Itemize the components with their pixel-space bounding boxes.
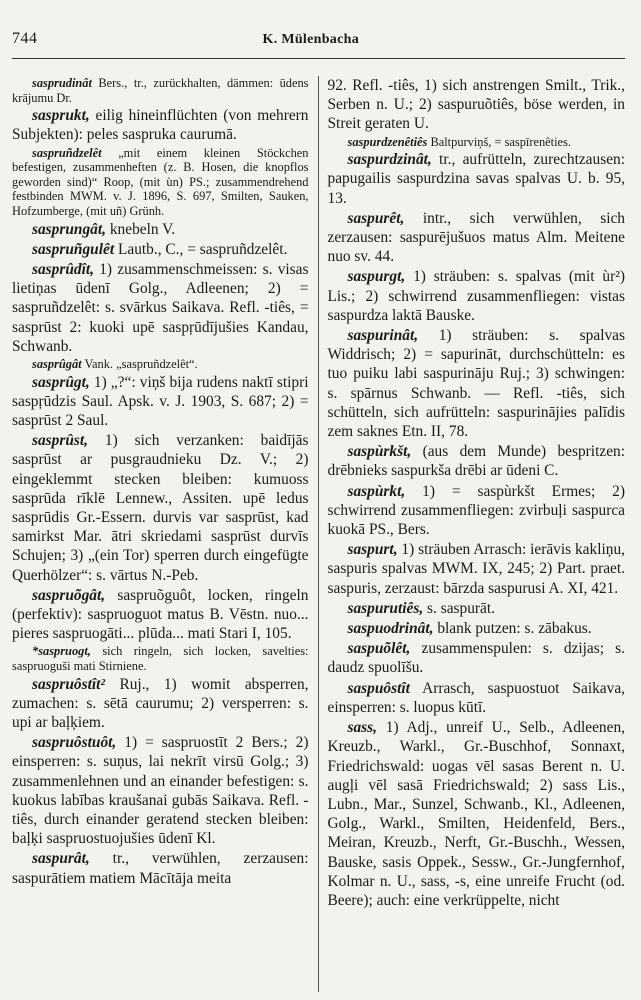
- entry-headword: sasprukt,: [32, 107, 90, 125]
- dictionary-entry: [328, 76, 626, 134]
- entry-headword: saspurutiês,: [347, 599, 424, 617]
- dictionary-entry: [12, 586, 309, 644]
- entry-headword: saspruñdzelêt: [32, 145, 102, 160]
- entry-headword: saspruôstuôt,: [32, 734, 117, 752]
- dictionary-entry: [12, 733, 309, 848]
- dictionary-entry: [12, 431, 309, 585]
- entry-text: Vank. „saspruñdzelêt“.: [81, 356, 198, 371]
- entry-text: Lautb., C., = saspruñdzelêt.: [114, 240, 288, 258]
- entry-text: tr., aufrütteln, zurechtzausen: papugailis saspurdzina savas spalvas U. b. 95, 13.: [327, 151, 625, 207]
- dictionary-entry: [328, 135, 626, 150]
- entry-text: Baltpurviņš, = saspīrenêties.: [427, 134, 571, 149]
- dictionary-entry: [328, 442, 626, 480]
- entry-text: (aus dem Munde) bespritzen: drēbnieks saspurkša drēbi ar ūdeni C.: [327, 443, 625, 480]
- dictionary-entry: [12, 373, 309, 431]
- dictionary-entry: [12, 220, 309, 239]
- dictionary-entry: [12, 644, 309, 673]
- entry-headword: saspruñgulêt: [32, 240, 115, 258]
- page-number: 744: [12, 30, 38, 47]
- entry-headword: sasprudinât: [32, 76, 92, 90]
- entry-headword: saspurêt,: [347, 209, 405, 227]
- entry-text: 1) sträuben: s. spalvas (mit ùr²) Lis.; 2) schwirrend zusammenfliegen: vistas saspurdza laktā Bauske.: [327, 268, 625, 324]
- dictionary-entry: [12, 357, 309, 372]
- dictionary-entry: [12, 675, 309, 733]
- entry-text: 1) Adj., unreif U., Selb., Adleenen, Kreuzb., Warkl., Gr.-Buschhof, Sonnaxt, Friedrichswald: uogas vēl sasas Berent n. U. augļi vēl sasā Friedrichswald; 2) sass Lis., Lubn., Mar., Sunzel, Schwanb., Kl., Adleenen, Golg., Warkl., Smilten, Heidenfeld, Bers., Meiran, Kreuzb., Nerft, Gr.-Buschh., Wessen, Bauske, sasis Oppek., Sessw., Gr.-Jungfernhof, Kolmar n. U., sass, -s, eine unreife Frucht (od. Beere); auch: eine verkrüppelte, nicht: [327, 719, 625, 909]
- entry-text: s. saspurāt.: [423, 599, 496, 617]
- entry-text: 1) zusammenschmeissen: s. visas lietiņas ūdenī Golg., Adleenen; 2) = saspruñdzelêt: s. svārkus Saikava. Refl. -tiês, = sasprūst 2: kuoki upē saspŗūdījušies Kandau, Schwanb.: [12, 260, 309, 355]
- entry-headword: sasprûst,: [32, 432, 89, 450]
- dictionary-entry: [328, 599, 626, 618]
- entry-headword: saspùrkšt,: [347, 443, 412, 461]
- entry-text: 92. Refl. -tiês, 1) sich anstrengen Smilt., Trik., Serben n. U.; 2) saspuruõtiês, böse werden, in Streit geraten U.: [327, 77, 625, 133]
- entry-headword: sasprûgt,: [32, 373, 90, 391]
- entry-headword: saspurdzenêtiês: [347, 134, 428, 149]
- dictionary-entry: [12, 106, 309, 144]
- entry-text: sich ringeln, sich locken, savelties: saspruoguši mati Stirniene.: [12, 644, 309, 674]
- entry-headword: saspruôstît²: [32, 675, 106, 693]
- entry-text: 1) „?“: viņš bija rudens naktī stipri saspŗūdzis Saul. Apsk. v. J. 1903, S. 687; 2) = sasprūst 2 Saul.: [12, 373, 309, 429]
- dictionary-entry: [328, 639, 626, 677]
- entry-headword: saspuôstît: [347, 679, 410, 697]
- right-column: [319, 76, 626, 992]
- dictionary-entry: [328, 209, 626, 267]
- entry-text: Ruj., 1) womit absperren, zumachen: s. sētā caurumu; 2) versperren: s. upi ar baļķiem.: [12, 675, 309, 732]
- page-header: [12, 30, 625, 56]
- dictionary-entry: [328, 619, 626, 638]
- entry-headword: saspruõgât,: [32, 586, 106, 604]
- dictionary-entry: [328, 326, 626, 441]
- entry-text: intr., sich verwühlen, sich zerzausen: saspurējušuos matus Alm. Meitene nuo sv. 44.: [327, 209, 625, 266]
- entry-headword: saspurât,: [32, 850, 90, 868]
- entry-headword: sasprungât,: [32, 220, 106, 238]
- dictionary-entry: [12, 849, 309, 887]
- dictionary-entry: [328, 267, 626, 325]
- entry-headword: sasprûgât: [32, 356, 82, 371]
- dictionary-entry: [328, 150, 626, 208]
- left-column: [12, 76, 319, 992]
- entry-headword: saspuodrinât,: [347, 620, 434, 638]
- entry-headword: saspuõlêt,: [347, 640, 411, 658]
- entry-text: Arrasch, saspuostuot Saikava, einsperren: s. luopus kūtī.: [327, 679, 625, 716]
- text-columns: [12, 76, 625, 992]
- entry-headword: saspurgt,: [347, 268, 406, 286]
- entry-text: 1) = saspùrkšt Ermes; 2) schwirrend zusammenfliegen: zvirbuļi saspurca kuokā PS., Bers.: [327, 482, 625, 539]
- dictionary-entry: [328, 540, 626, 598]
- entry-headword: saspurdzinât,: [347, 151, 432, 169]
- entry-text: 1) = saspruostīt 2 Bers.; 2) einsperren: s. suņus, lai nekrīt virsū Golg.; 3) zusammenlehnen und an einander befestigen: s. kuokus labības kraušanai gubās Saikava. Refl. -tiês, durch einander geratend stecken bleiben: baļķi saspruostuojušies ūdenī Kl.: [12, 734, 309, 848]
- header-rule: [12, 58, 625, 59]
- entry-text: eilig hineinflüchten (von mehrern Subjekten): peles saspruka caurumā.: [12, 107, 309, 144]
- entry-text: blank putzen: s. zābakus.: [433, 620, 592, 638]
- dictionary-entry: [12, 240, 309, 259]
- entry-headword: saspùrkt,: [347, 482, 406, 500]
- entry-headword: saspurinât,: [347, 327, 419, 345]
- entry-headword: saspurt,: [347, 541, 398, 559]
- dictionary-entry: [328, 718, 626, 910]
- entry-text: 1) sich verzanken: baidījās sasprūst ar pusgraudnieku Dz. V.; 2) eingeklemmt stecken bleiben: kumuoss sasprūda rīklē Lennew., Assiten. upē ledus sasprūdis Gr.-Essern. durvis var sasprūst, kad samirkst Mar. ātri skriedami sasprūst durvīs Schujen; 3) „(ein Tor) sperren durch eingefügte Querhölzer“: s. vārtus N.-Peb.: [12, 432, 309, 584]
- entry-text: 1) sträuben: s. spalvas Widdrisch; 2) = sapurināt, durchschütteln: es tuo puiku labi saspurināju Ruj.; 3) schwingen: s. spārnus Schwanb. — Refl. -tiês, sich schütteln, sich aufrütteln: saspurinājies palīdis zem saknes Etn. II, 78.: [327, 327, 625, 441]
- entry-text: „mit einem kleinen Stöckchen befestigen, zusammenheften (z. B. Hosen, die knopflos geworden sind)“ Roop, (mit ùn) PS.; zusammendrehend festbinden MWM. v. J. 1896, S. 697, Smilten, Sauken, Hofzumberge, (mit uñ) Grünh.: [12, 145, 309, 218]
- dictionary-entry: [12, 76, 309, 105]
- running-head: K. Mülenbacha: [262, 32, 359, 47]
- entry-headword: sasprûdît,: [32, 260, 95, 278]
- entry-text: 1) sträuben Arrasch: ierāvis kakliņu, saspuris spalvas MWM. IX, 245; 2) Part. praet. saspuris, zerzaust: bārzda saspurusi A. XI, 421.: [327, 541, 625, 597]
- entry-headword: *saspruogt,: [32, 644, 91, 659]
- dictionary-entry: [12, 146, 309, 219]
- entry-text: saspruõguôt, locken, ringeln (perfektiv): saspruoguot matus B. Vēstn. nuo... pieres saspruogāti... plūda... mati Stari I, 105.: [12, 586, 309, 643]
- entry-text: tr., verwühlen, zerzausen: saspurātiem matiem Mācītāja meita: [12, 850, 309, 887]
- entry-text: zusammenspulen: s. dzijas; s. daudz spuolīšu.: [327, 640, 625, 677]
- entry-text: Bers., tr., zurückhalten, dämmen: ūdens krājumu Dr.: [12, 76, 309, 105]
- entry-headword: sass,: [347, 719, 378, 737]
- dictionary-entry: [328, 482, 626, 540]
- dictionary-entry: [328, 679, 626, 717]
- dictionary-entry: [12, 260, 309, 356]
- entry-text: knebeln V.: [106, 220, 176, 238]
